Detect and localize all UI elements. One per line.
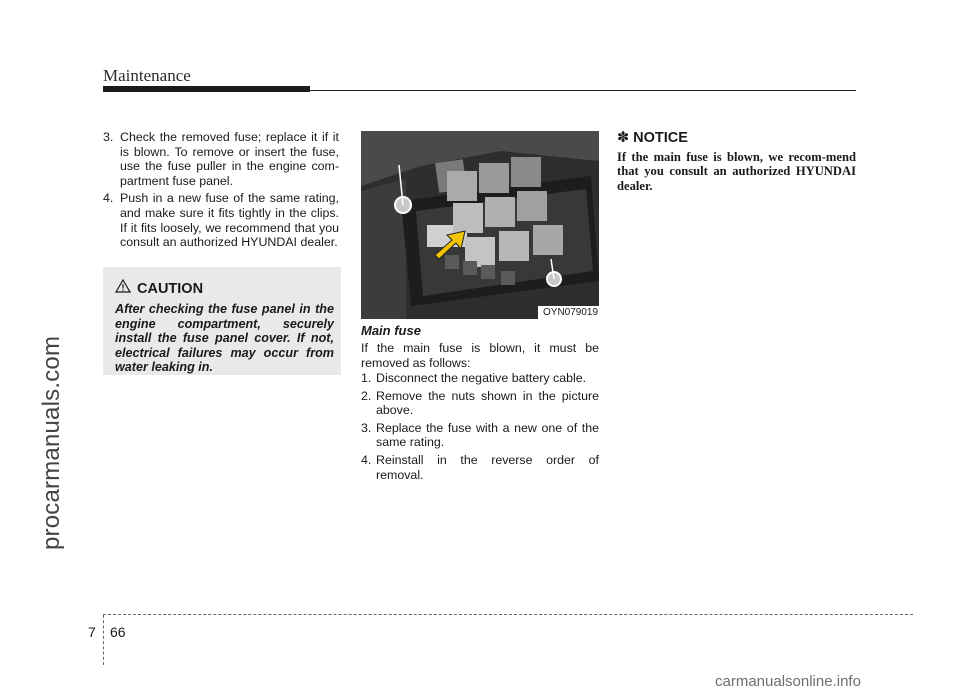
side-watermark: procarmanuals.com	[38, 335, 65, 550]
step-number: 3.	[361, 420, 372, 435]
intro-paragraph: If the main fuse is blown, it must be removed as follows:	[361, 341, 599, 370]
footer-divider-vertical	[103, 615, 104, 665]
step-text: Check the removed fuse; replace it if it is blown. To remove or insert the fuse, use the fuse puller in the engine com-partment fuse panel.	[120, 130, 339, 188]
main-fuse-photo	[361, 131, 599, 319]
notice-star-icon: ✽	[617, 130, 630, 146]
step-text: Disconnect the negative battery cable.	[376, 371, 587, 385]
header-rule-thick	[103, 86, 310, 92]
step-number: 4.	[103, 191, 114, 206]
page-number: 66	[110, 624, 126, 640]
step-number: 3.	[103, 130, 114, 144]
list-item	[361, 389, 599, 418]
image-code-label: OYN079019	[538, 306, 603, 319]
caution-box	[103, 267, 341, 375]
list-item	[103, 130, 339, 188]
warning-triangle-icon	[115, 279, 131, 298]
notice-text: If the main fuse is blown, we recom-mend that you consult an authorized HYUNDAI dealer.	[617, 150, 856, 193]
step-number: 2.	[361, 388, 372, 403]
step-text: Push in a new fuse of the same rating, and make sure it fits tightly in the clips. If it fits loosely, we recommend that you consult an authorized HYUNDAI dealer.	[120, 191, 339, 250]
step-number: 1.	[361, 371, 372, 385]
bottom-watermark: carmanualsonline.info	[715, 673, 861, 690]
fuse-replacement-steps	[103, 130, 339, 253]
list-item	[361, 421, 599, 450]
main-fuse-removal-steps	[361, 371, 599, 485]
list-item	[361, 371, 599, 386]
figure-caption: Main fuse	[361, 323, 421, 338]
header-rule-thin	[310, 90, 856, 91]
list-item	[361, 453, 599, 482]
caution-title: CAUTION	[137, 280, 204, 297]
caution-header	[115, 279, 334, 298]
step-text: Replace the fuse with a new one of the same rating.	[376, 420, 599, 450]
step-text: Reinstall in the reverse order of removal.	[376, 452, 599, 482]
caution-text: After checking the fuse panel in the engine compartment, securely install the fuse panel cover. If not, electrical failures may occur from water leaking in.	[115, 302, 334, 375]
notice-header	[617, 130, 688, 146]
step-text: Remove the nuts shown in the picture above.	[376, 388, 599, 418]
footer-divider	[103, 614, 913, 615]
chapter-number: 7	[88, 624, 96, 640]
notice-title: NOTICE	[633, 130, 688, 146]
section-title: Maintenance	[103, 66, 191, 85]
step-number: 4.	[361, 452, 372, 467]
list-item	[103, 191, 339, 249]
